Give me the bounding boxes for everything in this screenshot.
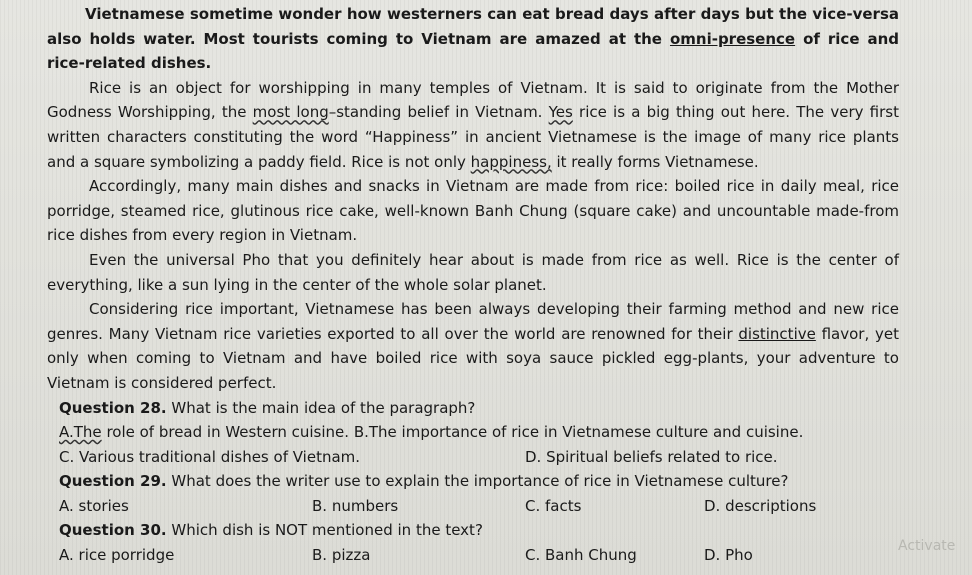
question-28-option-a-label: A.The [59,423,102,442]
question-30-option-a: A. rice porridge [59,546,175,565]
question-29-label: Question 29. [59,472,167,491]
question-29-option-d: D. descriptions [704,496,817,515]
question-29 [47,469,899,494]
underlined-word-happiness: happiness, [470,152,552,171]
question-29-text: What does the writer use to explain the importance of rice in Vietnamese culture? [166,472,789,491]
paragraph-4: Even the universal Pho that you definitely hear about is made from rice as well. Rice is the center of everything, like a sun lying in the center of the whole solar planet. [47,250,899,294]
paragraph-5-text-b: flavor, yet only when coming to Vietnam and have boiled rice with soya sauce pickled egg-plants, your adventure to Vietnam is considered perfect. [47,324,899,392]
paragraph-5-text-a: Considering rice important, Vietnamese has been always developing their farming method and new rice genres. Many Vietnam rice varieties exported to all over the world are renowned for their [47,300,899,343]
question-29-option-a: A. stories [59,496,129,515]
activate-watermark: Activate [898,538,956,554]
question-28-option-d: D. Spiritual beliefs related to rice. [525,447,778,466]
paragraph-1-text-a: Vietnamese sometime wonder how westerners can eat bread days after days but the vice-versa also holds water. Most tourists coming to Vietnam are amazed at the [47,5,899,48]
question-29-option-b: B. numbers [312,496,399,515]
reading-passage [47,2,899,568]
question-28-options-ab [47,420,899,445]
question-28-label: Question 28. [59,398,167,417]
paragraph-3: Accordingly, many main dishes and snacks in Vietnam are made from rice: boiled rice in daily meal, rice porridge, steamed rice, glutinous rice cake, well-known Banh Chung (square cake) and uncountable made-from rice dishes from every region in Vietnam. [47,177,899,245]
question-30-option-c: C. Banh Chung [525,546,637,565]
question-28 [47,396,899,421]
question-30-label: Question 30. [59,521,167,540]
underlined-word-yes: Yes [548,103,573,122]
question-30-text: Which dish is NOT mentioned in the text? [166,521,483,540]
paragraph-5 [47,297,899,395]
paragraph-2-text-c: rice is a big thing out here. The very first written characters constituting the word “Happiness” in ancient Vietnamese is the image of many rice plants and a square symbolizing a paddy field. Rice is not only [47,103,899,171]
paragraph-2 [47,76,899,174]
question-30-options [47,543,899,568]
paragraph-2-text-a: Rice is an object for worshipping in many temples of Vietnam. It is said to originate from the Mother Godness Worshipping, the [47,78,899,122]
underlined-word-most-long: most long [252,103,329,122]
question-29-option-c: C. facts [525,496,582,515]
paragraph-2-text-b: –standing belief in Vietnam. [328,103,549,122]
question-28-options-cd [47,445,899,470]
question-28-text: What is the main idea of the paragraph? [166,398,476,417]
underlined-word-omni-presence: omni-presence [669,29,796,48]
question-28-options-ab-text: role of bread in Western cuisine. B.The importance of rice in Vietnamese culture and cuisine. [101,423,804,442]
question-29-options [47,494,899,519]
question-28-option-c: C. Various traditional dishes of Vietnam. [59,447,361,466]
question-30 [47,518,899,543]
paragraph-1 [47,2,899,76]
paragraph-2-text-d: it really forms Vietnamese. [551,152,759,171]
underlined-word-distinctive: distinctive [738,324,816,343]
question-30-option-b: B. pizza [312,546,371,565]
question-30-option-d: D. Pho [704,546,753,565]
paragraph-1-text-b: of rice and rice-related dishes. [47,29,900,73]
